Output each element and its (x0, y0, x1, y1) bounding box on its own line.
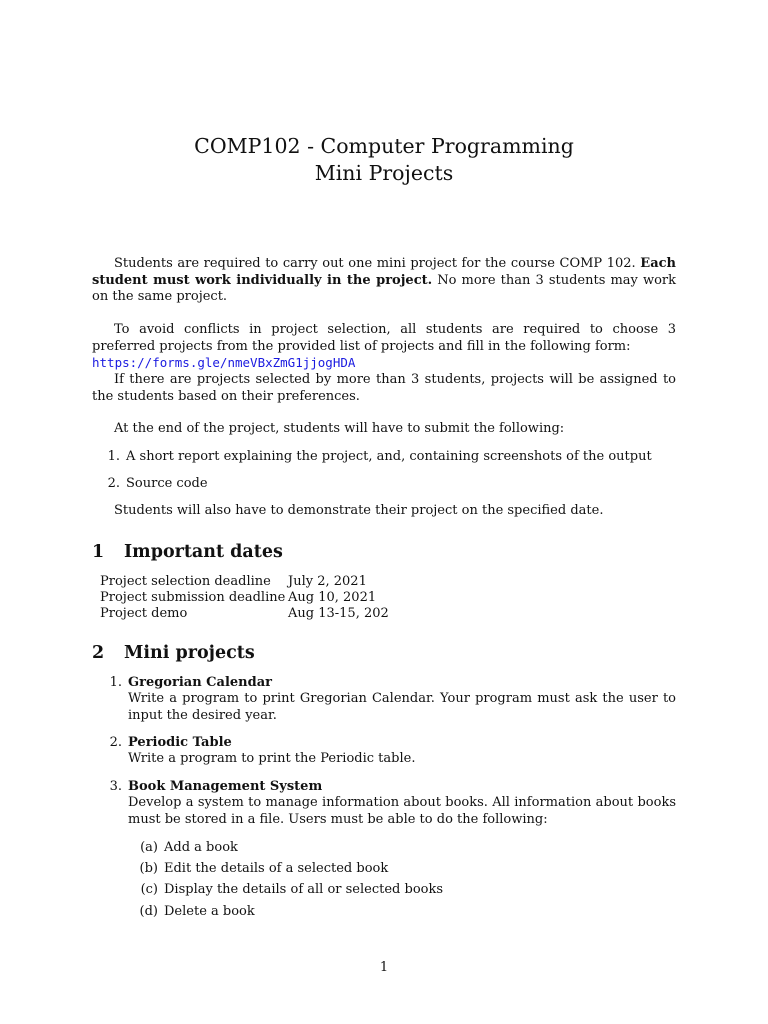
section-number: 1 (92, 542, 105, 562)
list-item-text: Source code (126, 476, 208, 491)
project-description: Write a program to print the Periodic table. (128, 751, 416, 766)
task-label: (b) (139, 861, 158, 876)
list-item-text: A short report explaining the project, and, containing screenshots of the output (126, 449, 652, 464)
project-description: Develop a system to manage information about books. All information about books must be stored in a file. Users must be able to do the following: (128, 795, 676, 827)
list-item (100, 449, 684, 466)
task-label: (a) (140, 840, 158, 855)
list-item-number: 2. (107, 476, 120, 491)
section-title: Mini projects (124, 643, 255, 663)
project-description: Write a program to print Gregorian Calendar. Your program must ask the user to input the desired year. (128, 691, 676, 723)
intro-paragraph-3: At the end of the project, students will have to submit the following: (114, 421, 565, 436)
date-value: July 2, 2021 (288, 574, 367, 589)
date-value: Aug 10, 2021 (288, 590, 377, 605)
intro-tail: No more than 3 students may work on the same project. (92, 272, 677, 304)
task-text: Display the details of all or selected books (164, 882, 444, 897)
task-text: Add a book (164, 840, 238, 855)
project-heading (102, 779, 322, 796)
table-row (100, 606, 460, 623)
project-number: 2. (109, 735, 122, 750)
intro-paragraph-2 (92, 322, 676, 355)
project-title: Gregorian Calendar (128, 675, 272, 690)
list-item (132, 861, 388, 878)
project-title: Periodic Table (128, 735, 232, 750)
document-subtitle: Mini Projects (314, 161, 454, 185)
date-label: Project selection deadline (100, 574, 271, 589)
list-item (132, 904, 255, 921)
assignment-note (92, 372, 676, 405)
project-title: Book Management System (128, 779, 323, 794)
form-link-line (92, 355, 676, 373)
task-text: Delete a book (164, 904, 255, 919)
section-heading-dates (92, 541, 283, 563)
project-number: 3. (109, 779, 122, 794)
project-number: 1. (109, 675, 122, 690)
page-number: 1 (379, 960, 389, 975)
task-label: (c) (140, 882, 158, 897)
section-number: 2 (92, 643, 105, 663)
list-item (132, 840, 238, 857)
intro-emphasis: Each student must work individually in the project. (92, 256, 676, 288)
assignment-text: If there are projects selected by more than 3 students, projects will be assigned to the students based on their preferences. (92, 372, 676, 404)
project-heading (102, 735, 232, 752)
list-item-number: 1. (107, 449, 120, 464)
form-link[interactable]: https://forms.gle/nmeVBxZmG1jjogHDA (92, 355, 356, 370)
selection-text: To avoid conflicts in project selection, all students are required to choose 3 preferred projects from the provided list of projects and fill in the following form: (92, 322, 676, 354)
date-label: Project submission deadline (100, 590, 286, 605)
table-row (100, 590, 460, 607)
intro-text: Students are required to carry out one mini project for the course COMP 102. (114, 256, 636, 271)
document-title: COMP102 - Computer Programming (194, 134, 574, 158)
project-heading (102, 675, 272, 692)
section-title: Important dates (124, 542, 283, 562)
date-value: Aug 13-15, 202 (288, 606, 389, 621)
table-row (100, 574, 460, 591)
task-label: (d) (139, 904, 158, 919)
date-label: Project demo (100, 606, 188, 621)
list-item (100, 476, 684, 493)
intro-paragraph-1 (92, 256, 676, 306)
task-text: Edit the details of a selected book (164, 861, 389, 876)
intro-paragraph-4: Students will also have to demonstrate their project on the specified date. (114, 503, 604, 518)
section-heading-projects (92, 642, 255, 664)
list-item (132, 882, 443, 899)
